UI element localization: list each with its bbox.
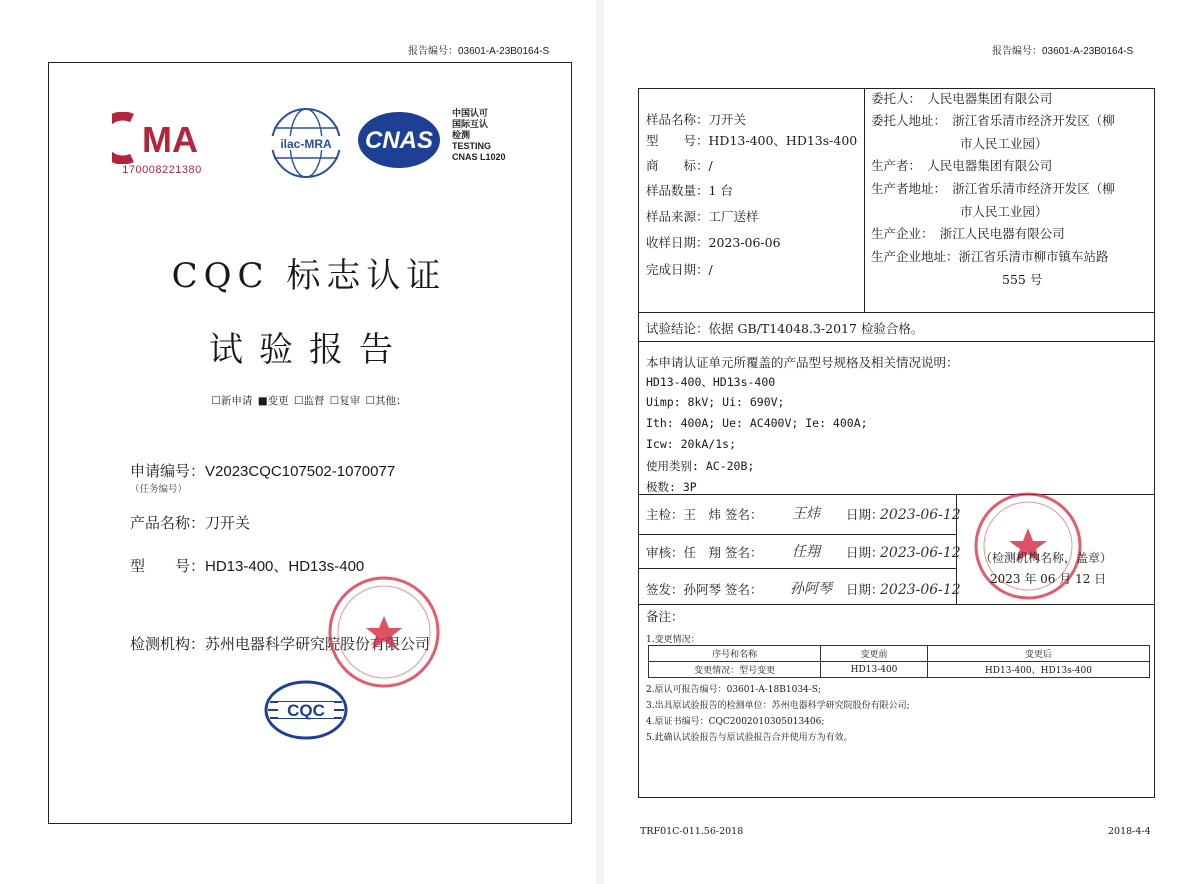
cma-logo xyxy=(112,112,212,180)
manufacturer-line: 生产企业： 浙江人民电器有限公司 xyxy=(871,226,1065,241)
application-type-options xyxy=(48,393,570,408)
divider xyxy=(638,568,956,569)
table-cell: HD13-400 xyxy=(821,662,928,678)
report-title: CQC 标志认证 xyxy=(171,256,447,296)
producer-address-line: 市人民工业园） xyxy=(960,204,1048,219)
table-header-cell: 序号和名称 xyxy=(649,646,821,662)
conclusion-text: 依据 GB/T14048.3-2017 检验合格。 xyxy=(708,321,924,336)
sample-name-row xyxy=(646,110,746,128)
cqc-logo xyxy=(264,680,348,744)
type-option-review: ☐复审 xyxy=(329,395,361,407)
remarks-label: 备注： xyxy=(646,609,684,624)
inspector-date: 2023-06-12 xyxy=(880,507,961,523)
cnas-line: CNAS L1020 xyxy=(452,152,506,162)
divider xyxy=(638,534,956,535)
sample-label: 商 标： xyxy=(646,158,709,173)
cover-page xyxy=(0,0,596,884)
approval-name: 任 翔 xyxy=(683,545,722,560)
approval-name: 孙阿琴 xyxy=(683,582,722,597)
application-label: 申请编号： xyxy=(130,462,206,480)
product-name-row xyxy=(130,512,250,533)
sample-label: 样品来源： xyxy=(646,209,709,224)
client-line: 委托人： 人民电器集团有限公司 xyxy=(871,91,1053,106)
sample-value: / xyxy=(708,262,713,277)
test-conclusion xyxy=(646,319,923,337)
change-table xyxy=(648,645,1150,678)
manufacturer-address-line: 555 号 xyxy=(1002,272,1043,287)
approval-date-label: 日期： xyxy=(846,507,884,522)
issuer-date: 2023-06-12 xyxy=(880,582,961,598)
cqc-logo-text: CQC xyxy=(287,701,325,720)
product-label: 产品名称： xyxy=(130,514,206,532)
official-seal-icon xyxy=(326,574,442,690)
report-subtitle: 试验报告 xyxy=(209,330,409,370)
scope-line: 使用类别: AC-20B; xyxy=(646,459,755,473)
cnas-logo-text: CNAS xyxy=(364,127,434,154)
stamp-note: （检测机构名称，盖章） xyxy=(980,551,1113,565)
sample-label: 收样日期： xyxy=(646,235,709,250)
lab-value: 苏州电器科学研究院股份有限公司 xyxy=(205,635,431,653)
cnas-line: 国际互认 xyxy=(452,119,489,129)
sample-value: 工厂送样 xyxy=(708,209,759,224)
client-address-line: 市人民工业园） xyxy=(960,136,1048,151)
type-option-new: ☐新申请 xyxy=(211,395,253,407)
ilac-text: ilac-MRA xyxy=(280,137,332,151)
approval-role: 主检： xyxy=(646,507,684,522)
divider xyxy=(638,341,1155,342)
change-title: 1.变更情况： xyxy=(646,635,700,645)
sample-value: 刀开关 xyxy=(708,112,747,127)
manufacturer-address-line: 生产企业地址：浙江省乐清市柳市镇车站路 xyxy=(871,249,1109,264)
reviewer-signature: 任翔 xyxy=(792,544,820,560)
approval-sign-label: 签名： xyxy=(725,545,763,560)
column-divider xyxy=(864,88,865,312)
sample-model-row xyxy=(646,131,857,149)
sample-value: HD13-400、HD13s-400 xyxy=(708,133,858,148)
table-cell: 变更情况：型号变更 xyxy=(649,662,821,678)
table-header-cell: 变更后 xyxy=(927,646,1149,662)
model-row xyxy=(130,555,364,576)
approval-role: 审核： xyxy=(646,545,684,560)
type-option-other: ☐其他： xyxy=(365,395,407,407)
scope-line: Icw: 20kA/1s; xyxy=(646,437,737,451)
cnas-globe-icon xyxy=(356,110,442,170)
application-value: V2023CQC107502-1070077 xyxy=(205,463,396,480)
type-option-supervision: ☐监督 xyxy=(294,395,325,407)
cnas-line: TESTING xyxy=(452,141,492,151)
sample-label: 样品名称： xyxy=(646,112,709,127)
report-number: 报告编号：03601-A-23B0164-S xyxy=(992,46,1134,57)
footer-form-number: TRF01C-011.56-2018 xyxy=(640,826,744,837)
application-number-row xyxy=(130,460,395,481)
approval-date-label: 日期： xyxy=(846,582,884,597)
scope-line: 极数: 3P xyxy=(646,480,697,494)
scope-line: Uimp: 8kV; Ui: 690V; xyxy=(646,395,785,409)
scope-line: HD13-400、HD13s-400 xyxy=(646,375,776,389)
lab-label: 检测机构： xyxy=(130,635,206,653)
client-address-line: 委托人地址： 浙江省乐清市经济开发区（柳 xyxy=(871,113,1115,128)
producer-line: 生产者： 人民电器集团有限公司 xyxy=(871,158,1053,173)
approval-sign-label: 签名： xyxy=(725,507,763,522)
remark-note: 2.原认可报告编号：03601-A-18B1034-S; xyxy=(646,685,822,695)
approval-row-issuer xyxy=(646,580,763,598)
reviewer-date: 2023-06-12 xyxy=(880,545,961,561)
cma-number: 170008221380 xyxy=(122,164,202,176)
table-row xyxy=(649,662,1150,678)
sample-value: 1 台 xyxy=(708,183,733,198)
sample-quantity-row xyxy=(646,181,733,199)
model-value: HD13-400、HD13s-400 xyxy=(205,558,365,575)
conclusion-label: 试验结论： xyxy=(646,321,709,336)
remark-note: 3.出具原试验报告的检测单位：苏州电器科学研究院股份有限公司; xyxy=(646,701,910,711)
approval-role: 签发： xyxy=(646,582,684,597)
sample-label: 样品数量： xyxy=(646,183,709,198)
approval-row-reviewer xyxy=(646,543,763,561)
divider xyxy=(638,604,1155,605)
approval-sign-label: 签名： xyxy=(725,582,763,597)
table-header-row xyxy=(649,646,1150,662)
sample-label: 完成日期： xyxy=(646,262,709,277)
complete-date-row xyxy=(646,260,713,278)
sample-value: / xyxy=(708,158,713,173)
type-option-change: ■变更 xyxy=(257,395,289,407)
divider xyxy=(638,312,1155,313)
cnas-accreditation-text xyxy=(452,108,506,163)
model-label: 型 号： xyxy=(130,557,206,575)
approval-name: 王 炜 xyxy=(683,507,722,522)
cma-mark-icon xyxy=(112,112,212,164)
cnas-line: 检测 xyxy=(452,130,471,140)
table-header-cell: 变更前 xyxy=(821,646,928,662)
report-number: 报告编号：03601-A-23B0164-S xyxy=(408,46,550,57)
product-value: 刀开关 xyxy=(205,514,251,532)
task-number-label: （任务编号） xyxy=(130,484,188,495)
inspector-signature: 王炜 xyxy=(792,506,820,522)
remark-note: 4.原证书编号：CQC2002010305013406; xyxy=(646,717,825,727)
table-cell: HD13-400、HD13s-400 xyxy=(927,662,1149,678)
sample-value: 2023-06-06 xyxy=(708,235,781,250)
ilac-logo xyxy=(266,106,346,184)
sample-label: 型 号： xyxy=(646,133,709,148)
receive-date-row xyxy=(646,233,781,251)
stamp-date: 2023 年 06 月 12 日 xyxy=(990,572,1107,586)
remark-note: 5.此确认试验报告与原试验报告合并使用方为有效。 xyxy=(646,733,853,743)
scope-title: 本申请认证单元所覆盖的产品型号规格及相关情况说明： xyxy=(646,355,959,370)
scope-line: Ith: 400A; Ue: AC400V; Ie: 400A; xyxy=(646,416,868,430)
approval-date-label: 日期： xyxy=(846,545,884,560)
sample-trademark-row xyxy=(646,156,713,174)
footer-date: 2018-4-4 xyxy=(1108,826,1151,837)
cnas-line: 中国认可 xyxy=(452,108,489,118)
cma-letters: MA xyxy=(142,119,198,160)
producer-address-line: 生产者地址： 浙江省乐清市经济开发区（柳 xyxy=(871,181,1115,196)
cnas-logo xyxy=(356,110,442,174)
cqc-mark-icon xyxy=(264,680,348,740)
issuer-signature: 孙阿琴 xyxy=(790,581,832,597)
approval-row-inspector xyxy=(646,505,763,523)
ilac-globe-icon xyxy=(266,106,346,180)
sample-source-row xyxy=(646,207,759,225)
